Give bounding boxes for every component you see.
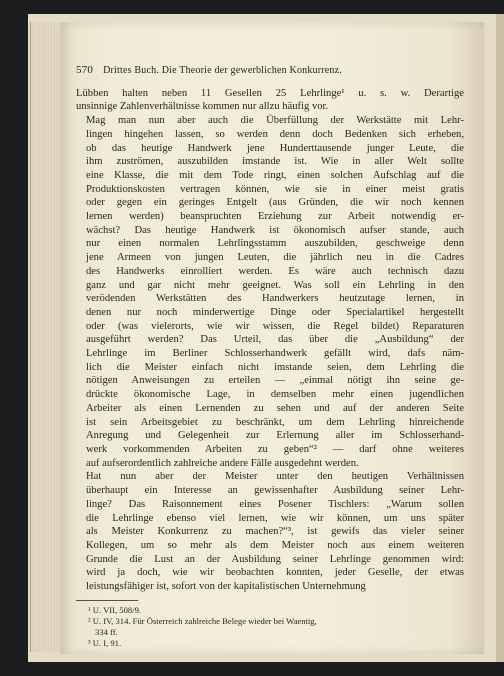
text-line: linge? Das Raisonnement eines Posener Tischlers: „Warum sollen [86, 498, 464, 510]
text-line: oder gegen ein geringes Entgelt (aus Gründen, die wir noch kennen [86, 197, 464, 209]
text-line: ausgeführt werden? Das Urteil, das über die „Ausbildung“ der [86, 334, 464, 346]
footnote [76, 616, 464, 638]
text-line: auf aufserordentlich zahlreiche andere Fälle ausgedehnt werden. [86, 457, 359, 469]
text-line: ist sein Arbeitsgebiet zu beschränkt, um dem Lehrling hinreichende [86, 416, 464, 428]
text-line: unsinnige Zahlenverhältnisse kommen nur allzu häufig vor. [76, 101, 329, 113]
text-line: Mag man nun aber auch die Überfüllung der Werkstätte mit Lehr- [86, 115, 464, 127]
paragraph [76, 470, 464, 593]
footnotes [76, 605, 464, 649]
text-line: nötigen Anweisungen zu erteilen — „einmal nötigt ihn seine ge- [86, 375, 464, 387]
text-line: denen nur noch minderwertige Dinge oder Specialartikel hergestellt [86, 306, 464, 318]
text-line: überhaupt ein Interesse an gewissenhafter Ausbildung seiner Lehr- [86, 485, 464, 497]
text-line: nur einen normalen Lehrlingsstamm auszubilden, geschweige denn [86, 238, 464, 250]
text-line: jene Armeen von jungen Leuten, die jährlich neu in die Cadres [86, 252, 464, 264]
text-line: Kollegen, um so mehr als dem Meister noch aus einem weiteren [86, 539, 464, 551]
body-text [76, 87, 464, 594]
footnote [76, 638, 464, 649]
paragraph [76, 114, 464, 470]
text-line: leistungsfähiger ist, sofort von der kapitalistischen Unternehmung [86, 581, 366, 593]
text-line: ihm zuströmen, auszubilden imstande ist. Wie in aller Welt sollte [86, 156, 464, 168]
footnote-line: ³ U. I, 91. [88, 637, 122, 648]
text-line: werk vorkommenden Arbeiten zu geben“² — darf ohne weiteres [86, 443, 464, 455]
text-line: eine Klasse, die mit dem Tode ringt, einen solchen Aufschlag auf die [86, 169, 464, 181]
text-line: lernen werden) beanspruchten Erziehung zur Arbeit notwendig er- [86, 211, 464, 223]
footnote-line: ¹ U. VII, 508/9. [88, 604, 142, 615]
footnote [76, 605, 464, 616]
text-line: lingen hingehen lassen, so werden denn doch Bedenken sich erheben, [86, 128, 464, 140]
footnote-rule [76, 600, 138, 601]
text-line: des Handwerks einrolliert werden. Es wäre auch technisch dazu [86, 265, 464, 277]
page-content [76, 64, 464, 649]
text-line: wird ja doch, wie wir beobachten konnten, jeder Geselle, der etwas [86, 567, 464, 579]
text-line: lich die Meister einfach nicht imstande seien, dem Lehrling die [86, 361, 464, 373]
text-line: Arbeiter als einen Lernenden zu sehen und auf der anderen Seite [86, 402, 464, 414]
text-line: oder (was vielerorts, wie wir wissen, die Regel bildet) Reparaturen [86, 320, 464, 332]
chapter-title: Drittes Buch. Die Theorie der gewerblichen Konkurrenz. [103, 65, 342, 76]
text-line: wächst? Das heutige Handwerk ist ökonomisch aufser stande, auch [86, 224, 464, 236]
text-line: Grunde die Lust an der Ausbildung seiner Lehrlinge genommen wird: [86, 553, 464, 565]
text-line: Anregung und Gelegenheit zur Erlernung aller im Schlosserhand- [86, 430, 464, 442]
text-line: Lehrlinge im Berliner Schlosserhandwerk gefällt wird, dafs näm- [86, 348, 464, 360]
footnote-line: 334 ff. [95, 626, 118, 637]
text-line: Hat nun aber der Meister unter den heutigen Verhältnissen [86, 471, 464, 483]
text-line: die Lehrlinge ebenso viel lernen, wie wir können, um uns später [86, 512, 464, 524]
text-line: drückte ökonomische Lage, in demselben mehr einen jugendlichen [86, 389, 464, 401]
book-gutter [496, 14, 504, 662]
page-number: 570 [76, 64, 94, 76]
text-line: verödenden Werkstätten des Handwerkers heutzutage lernen, in [86, 293, 464, 305]
footnote-line: ² U. IV, 314. Für Österreich zahlreiche Belege wieder bei Waentig, [88, 615, 317, 626]
text-line: Lübben halten neben 11 Gesellen 25 Lehrlinge¹ u. s. w. Derartige [76, 87, 464, 99]
text-line: ob das heutige Handwerk jene Hunderttausende junger Leute, die [86, 142, 464, 154]
text-line: Produktionskosten vertragen können, wie sie in einer meist gratis [86, 183, 464, 195]
paragraph [76, 87, 464, 114]
running-head [76, 64, 464, 78]
text-line: ganz und gar nicht mehr geeignet. Was soll ein Lehrling in den [86, 279, 464, 291]
text-line: als Meister Konkurrenz zu machen?“³, ist gewifs das vieler seiner [86, 526, 464, 538]
